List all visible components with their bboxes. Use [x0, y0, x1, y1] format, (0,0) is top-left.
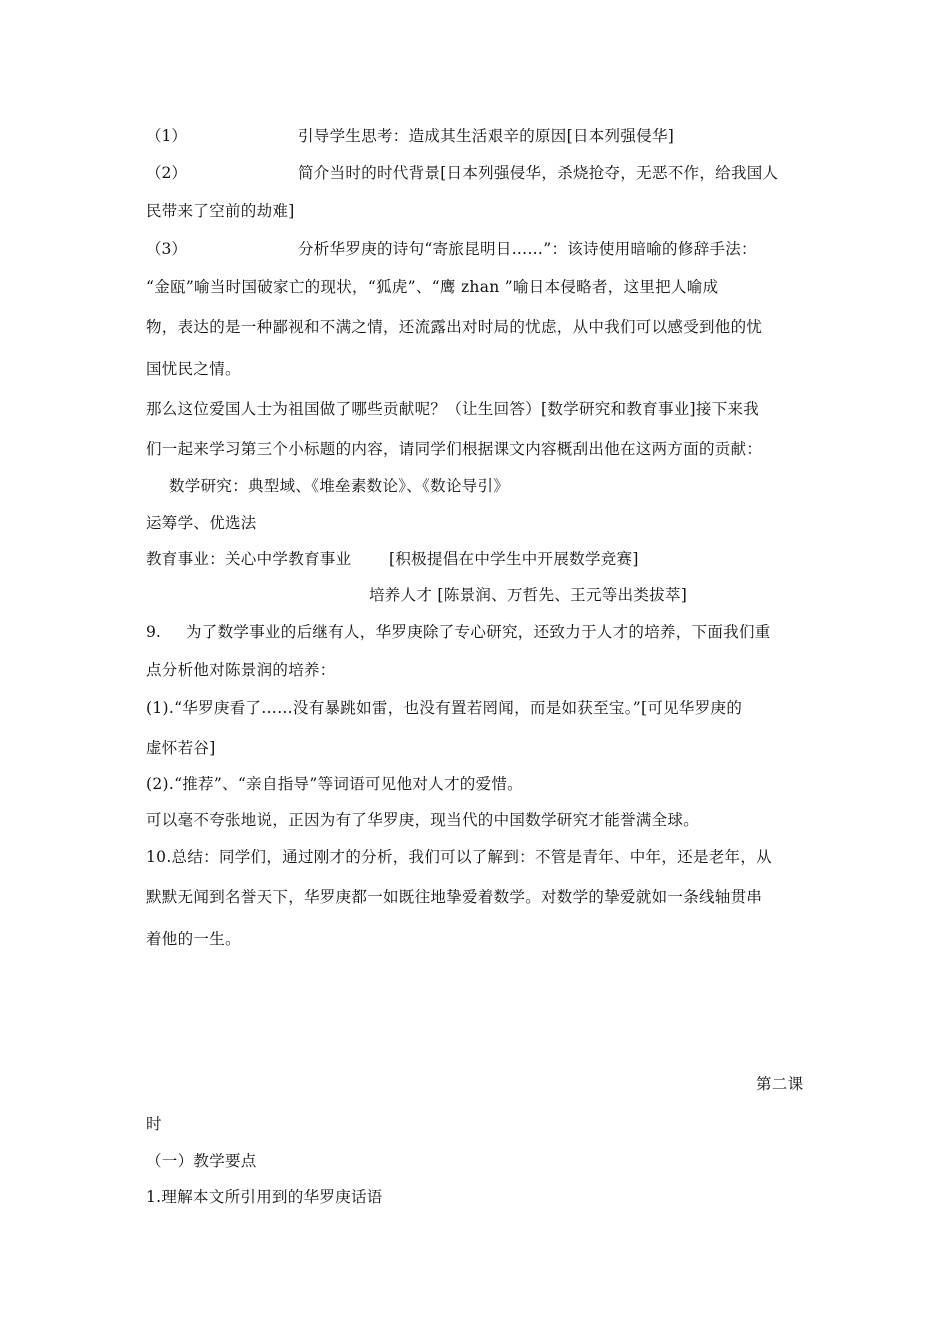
math-research-line-2: 运筹学、优选法 — [146, 514, 257, 532]
item-1-number: （1） — [146, 127, 187, 145]
contrib-paragraph-line-1: 那么这位爱国人士为祖国做了哪些贡献呢？（让生回答）[数学研究和教育事业]接下来我 — [146, 400, 760, 418]
item-10-line-3: 着他的一生。 — [146, 930, 241, 948]
item-3-number: （3） — [146, 240, 187, 258]
sub-item-1-line-2: 虚怀若谷] — [146, 739, 216, 757]
sub-item-1-line-1: (1).“华罗庚看了……没有暴跳如雷，也没有置若罔闻，而是如获至宝。”[可见华罗庚的 — [146, 699, 743, 717]
item-9-text: 为了数学事业的后继有人，华罗庚除了专心研究，还致力于人才的培养，下面我们重 — [186, 623, 771, 641]
education-bracket: [积极提倡在中学生中开展数学竞赛] — [389, 550, 639, 568]
lesson-2-title-part-2: 时 — [146, 1115, 162, 1133]
item-10-line-2: 默默无闻到名誉天下，华罗庚都一如既往地挚爱着数学。对数学的挚爱就如一条线轴贯串 — [146, 888, 763, 906]
contrib-paragraph-line-2: 们一起来学习第三个小标题的内容，请同学们根据课文内容概刮出他在这两方面的贡献： — [146, 440, 763, 458]
item-3-text: 分析华罗庚的诗句“寄旅昆明日……”：该诗使用暗喻的修辞手法： — [298, 240, 757, 258]
item-9-continuation: 点分析他对陈景润的培养： — [146, 661, 336, 679]
math-research-line-1: 数学研究：典型域、《堆垒素数论》、《数论导引》 — [169, 477, 510, 495]
lesson-2-section-heading: （一）教学要点 — [146, 1152, 257, 1170]
item-3-continuation-2: 物，表达的是一种鄙视和不满之情，还流露出对时局的忧虑，从中我们可以感受到他的忧 — [146, 318, 763, 336]
item-2-continuation: 民带来了空前的劫难] — [146, 202, 295, 220]
lesson-2-title-part-1: 第二课 — [756, 1075, 804, 1093]
education-label: 教育事业：关心中学教育事业 — [146, 550, 352, 568]
item-3-continuation-3: 国忧民之情。 — [146, 360, 241, 378]
item-9-number: 9. — [146, 623, 161, 641]
item-2-text: 简介当时的时代背景[日本列强侵华，杀烧抢夺，无恶不作，给我国人 — [298, 164, 779, 182]
sub-item-2: (2).“推荐”、“亲自指导”等词语可见他对人才的爱惜。 — [146, 775, 523, 793]
conclusion-line: 可以毫不夸张地说，正因为有了华罗庚，现当代的中国数学研究才能誉满全球。 — [146, 811, 700, 829]
item-1-text: 引导学生思考：造成其生活艰辛的原因[日本列强侵华] — [298, 127, 675, 145]
item-10-line-1: 10.总结：同学们，通过刚才的分析，我们可以了解到：不管是青年、中年，还是老年，从 — [146, 848, 772, 866]
item-2-number: （2） — [146, 164, 187, 182]
education-talent: 培养人才 [陈景润、万哲先、王元等出类拔萃] — [369, 586, 688, 604]
lesson-2-point-1: 1.理解本文所引用到的华罗庚话语 — [146, 1188, 383, 1206]
item-3-continuation-1: “金瓯”喻当时国破家亡的现状，“狐虎”、“鹰 zhan ”喻日本侵略者，这里把人喻成 — [146, 278, 719, 296]
